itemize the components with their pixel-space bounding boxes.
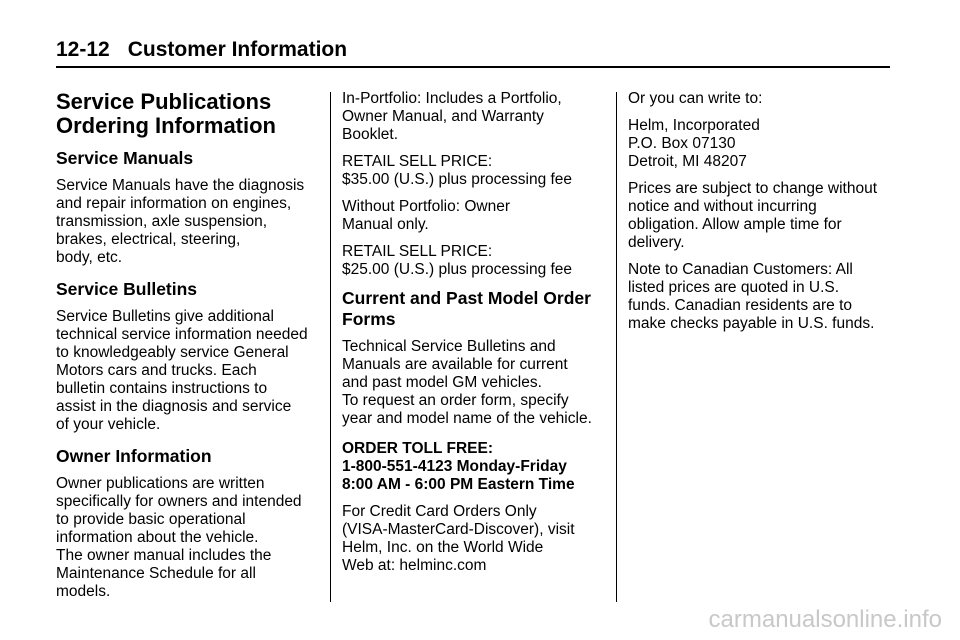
column-right [628, 90, 894, 342]
heading-service-manuals: Service Manuals [56, 148, 194, 168]
column-middle [342, 90, 608, 584]
column-divider-1 [330, 92, 331, 602]
section-title: Service Publications Ordering Information [56, 89, 276, 138]
text-price-without-portfolio: RETAIL SELL PRICE: $25.00 (U.S.) plus processing fee [342, 243, 573, 278]
text-credit-card-orders: For Credit Card Orders Only (VISA-MasterCard-Discover), visit Helm, Inc. on the World Wide Web at: helminc.com [342, 503, 575, 574]
text-in-portfolio: In-Portfolio: Includes a Portfolio, Owner Manual, and Warranty Booklet. [342, 90, 562, 143]
text-without-portfolio: Without Portfolio: Owner Manual only. [342, 198, 510, 233]
heading-model-order-forms: Current and Past Model Order Forms [342, 288, 591, 329]
text-service-bulletins: Service Bulletins give additional technical service information needed to knowledgeably service General Motors cars and trucks. Each bulletin contains instructions to assist in the diagnosis and service of your vehicle. [56, 308, 308, 433]
page-number: 12-12 [56, 38, 110, 61]
page-header [56, 36, 890, 68]
text-model-order-forms: Technical Service Bulletins and Manuals are available for current and past model GM vehicles. To request an order form, specify year and model name of the vehicle. [342, 338, 592, 427]
text-prices-note: Prices are subject to change without notice and without incurring obligation. Allow ample time for delivery. [628, 180, 877, 251]
text-toll-free: ORDER TOLL FREE: 1-800-551-4123 Monday-Friday 8:00 AM - 6:00 PM Eastern Time [342, 440, 575, 493]
column-left [56, 90, 322, 610]
column-divider-2 [616, 92, 617, 602]
text-canada-note: Note to Canadian Customers: All listed prices are quoted in U.S. funds. Canadian residents are to make checks payable in U.S. funds. [628, 261, 875, 332]
heading-owner-information: Owner Information [56, 446, 212, 466]
text-write-to: Or you can write to: [628, 90, 763, 107]
heading-service-bulletins: Service Bulletins [56, 279, 198, 299]
text-price-in-portfolio: RETAIL SELL PRICE: $35.00 (U.S.) plus processing fee [342, 153, 573, 188]
watermark: carmanualsonline.info [708, 606, 942, 633]
text-address: Helm, Incorporated P.O. Box 07130 Detroit, MI 48207 [628, 117, 760, 170]
text-service-manuals: Service Manuals have the diagnosis and repair information on engines, transmission, axle suspension, brakes, electrical, steering, body, etc. [56, 177, 305, 266]
chapter-title: Customer Information [127, 38, 348, 61]
text-owner-information: Owner publications are written specifically for owners and intended to provide basic operational information about the vehicle. The owner manual includes the Maintenance Schedule for all models. [56, 475, 302, 600]
